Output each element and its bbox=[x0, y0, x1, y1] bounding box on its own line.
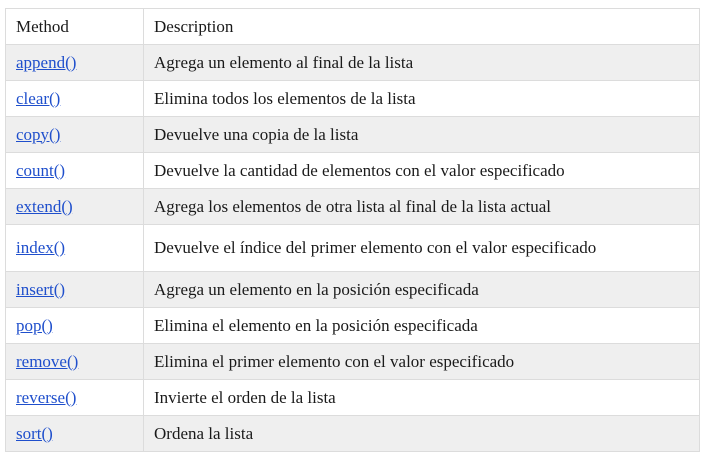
method-cell bbox=[6, 153, 144, 189]
column-header-description: Description bbox=[144, 9, 700, 45]
method-cell bbox=[6, 189, 144, 225]
method-cell bbox=[6, 225, 144, 272]
description-cell: Devuelve una copia de la lista bbox=[144, 117, 700, 153]
table-row bbox=[6, 225, 700, 272]
method-cell bbox=[6, 380, 144, 416]
method-link-pop[interactable]: pop() bbox=[16, 315, 53, 335]
table-row bbox=[6, 308, 700, 344]
table-row bbox=[6, 45, 700, 81]
description-cell: Devuelve la cantidad de elementos con el valor especificado bbox=[144, 153, 700, 189]
method-link-append[interactable]: append() bbox=[16, 52, 77, 72]
method-cell bbox=[6, 272, 144, 308]
description-cell: Ordena la lista bbox=[144, 416, 700, 452]
method-link-clear[interactable]: clear() bbox=[16, 88, 61, 108]
description-cell: Devuelve el índice del primer elemento con el valor especificado bbox=[144, 225, 700, 272]
description-cell: Agrega un elemento al final de la lista bbox=[144, 45, 700, 81]
method-link-count[interactable]: count() bbox=[16, 160, 66, 180]
description-cell: Elimina el primer elemento con el valor especificado bbox=[144, 344, 700, 380]
description-cell: Agrega los elementos de otra lista al final de la lista actual bbox=[144, 189, 700, 225]
method-link-insert[interactable]: insert() bbox=[16, 279, 66, 299]
method-link-reverse[interactable]: reverse() bbox=[16, 387, 77, 407]
description-cell: Elimina todos los elementos de la lista bbox=[144, 81, 700, 117]
description-cell: Agrega un elemento en la posición especificada bbox=[144, 272, 700, 308]
table-row bbox=[6, 81, 700, 117]
method-link-copy[interactable]: copy() bbox=[16, 124, 61, 144]
table-row bbox=[6, 272, 700, 308]
list-methods-table bbox=[5, 8, 700, 452]
column-header-method: Method bbox=[6, 9, 144, 45]
table-header-row bbox=[6, 9, 700, 45]
method-cell bbox=[6, 416, 144, 452]
table-row bbox=[6, 344, 700, 380]
table-row bbox=[6, 117, 700, 153]
method-link-index[interactable]: index() bbox=[16, 238, 66, 257]
table-row bbox=[6, 380, 700, 416]
method-cell bbox=[6, 117, 144, 153]
table-row bbox=[6, 416, 700, 452]
method-cell bbox=[6, 308, 144, 344]
table-row bbox=[6, 153, 700, 189]
method-link-sort[interactable]: sort() bbox=[16, 423, 53, 443]
method-cell bbox=[6, 45, 144, 81]
method-link-remove[interactable]: remove() bbox=[16, 351, 79, 371]
method-link-extend[interactable]: extend() bbox=[16, 196, 73, 216]
method-cell bbox=[6, 344, 144, 380]
description-cell: Elimina el elemento en la posición especificada bbox=[144, 308, 700, 344]
method-cell bbox=[6, 81, 144, 117]
description-cell: Invierte el orden de la lista bbox=[144, 380, 700, 416]
table-row bbox=[6, 189, 700, 225]
